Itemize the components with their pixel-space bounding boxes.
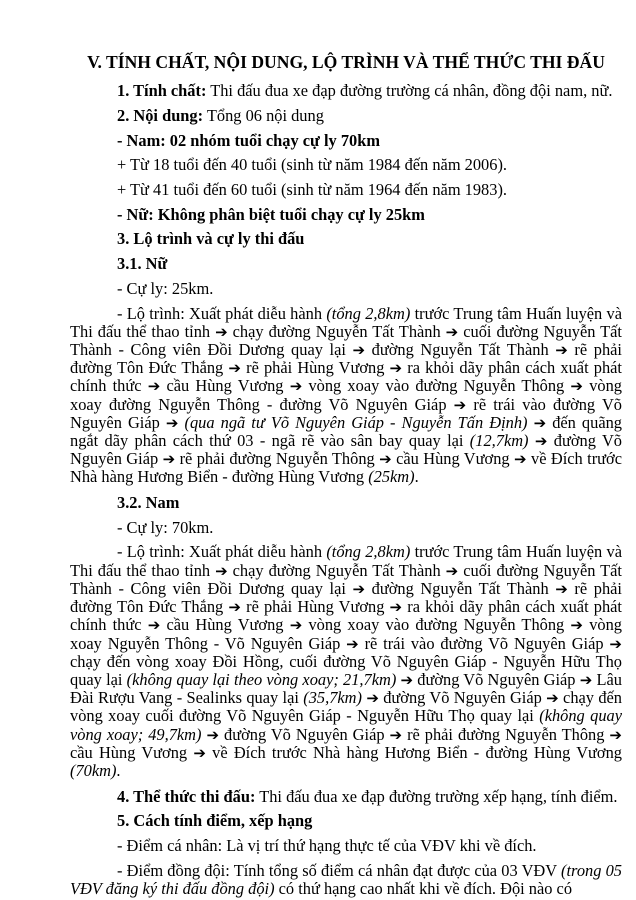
text-run: - Điểm đồng đội: Tính tổng số điểm cá nhân đạt được của 03 VĐV [117, 860, 562, 880]
paragraph-nam-cu-ly [70, 519, 622, 537]
right-arrow-icon: ➔ [147, 377, 161, 396]
text-run: 3.1. Nữ [117, 254, 168, 274]
paragraph-nu-lo-trinh [70, 305, 622, 487]
right-arrow-icon: ➔ [346, 634, 359, 653]
text-run: trước Trung tâm Huấn luyện và Thi đấu thể thao tỉnh [70, 542, 622, 580]
right-arrow-icon: ➔ [555, 340, 568, 359]
right-arrow-icon: ➔ [534, 431, 548, 450]
text-run: chạy đến vòng xoay cuối đường Võ Nguyên Giáp - Nguyễn Hữu Thọ quay lại [70, 688, 622, 726]
text-run: về Đích trước Nhà hàng Hương Biển - đường Hùng Vương [70, 449, 622, 487]
right-arrow-icon: ➔ [215, 561, 228, 580]
text-run: 5. Cách tính điểm, xếp hạng [117, 811, 313, 831]
text-run: chạy đến vòng xoay Đồi Hồng, cuối đường Võ Nguyên Giáp - Nguyễn Hữu Thọ quay lại [70, 651, 622, 689]
paragraph-nu-heading [70, 255, 622, 273]
right-arrow-icon: ➔ [206, 725, 220, 744]
text-run: . [414, 467, 419, 487]
text-run: đường Võ Nguyên Giáp [70, 430, 622, 469]
right-arrow-icon: ➔ [555, 579, 568, 598]
text-run: - Nam: 02 nhóm tuổi chạy cự ly 70km [117, 130, 380, 150]
right-arrow-icon: ➔ [514, 450, 527, 469]
text-run: đường Võ Nguyên Giáp [413, 669, 580, 689]
text-run: (trong 05 VĐV đăng ký thi đấu đồng đội) [70, 860, 623, 898]
text-run: cuối đường Nguyễn Tất Thành - Công viên Đồi Dương quay lại [70, 321, 622, 359]
text-run: rẽ trái vào đường Võ Nguyên Giáp [358, 633, 610, 653]
right-arrow-icon: ➔ [165, 413, 179, 432]
right-arrow-icon: ➔ [389, 359, 403, 378]
text-run: chạy đường Nguyễn Tất Thành [227, 560, 446, 580]
text-run: (35,7km) [303, 688, 362, 708]
text-run: về Đích trước Nhà hàng Hương Biển - đường Hùng Vương [205, 742, 622, 762]
text-run: đường Nguyễn Tất Thành [365, 578, 556, 598]
text-run: (12,7km) [469, 430, 529, 450]
text-run: - Lộ trình: Xuất phát diễu hành [117, 303, 327, 323]
document-body [70, 82, 622, 898]
text-run: (không quay lại theo vòng xoay; 21,7km) [126, 669, 397, 689]
text-run: Thi đấu đua xe đạp đường trường cá nhân, đồng đội nam, nữ. [206, 81, 613, 101]
text-run: vòng xoay đường Nguyễn Thông - đường Võ Nguyên Giáp [70, 376, 622, 414]
text-run: - Cự ly: 25km. [117, 278, 214, 298]
text-run: ra khỏi dãy phân cách xuất phát chính thức [70, 358, 622, 396]
text-run: đường Võ Nguyên Giáp [378, 688, 547, 708]
text-run: rẽ trái vào đường Võ Nguyên Giáp [70, 394, 622, 432]
right-arrow-icon: ➔ [445, 322, 459, 341]
right-arrow-icon: ➔ [215, 322, 228, 341]
right-arrow-icon: ➔ [289, 377, 303, 396]
text-run: rẽ phải đường Tôn Đức Thắng [70, 578, 622, 617]
right-arrow-icon: ➔ [228, 359, 241, 378]
text-run: cầu Hùng Vương [391, 449, 515, 469]
right-arrow-icon: ➔ [352, 340, 366, 359]
text-run: vòng xoay Nguyễn Thông - Võ Nguyên Giáp [70, 615, 622, 653]
text-run: đường Võ Nguyên Giáp [219, 724, 390, 744]
right-arrow-icon: ➔ [389, 725, 403, 744]
text-run: cuối đường Nguyễn Tất Thành - Công viên Đồi Dương quay lại [70, 560, 622, 598]
text-run: 1. Tính chất: [117, 81, 207, 101]
paragraph-nam-lo-trinh [70, 543, 622, 780]
text-run: rẽ phải đường Tôn Đức Thắng [70, 339, 622, 378]
paragraph-noi-dung [70, 107, 622, 125]
text-run: - Điểm cá nhân: Là vị trí thứ hạng thực tế của VĐV khi về đích. [117, 836, 537, 856]
paragraph-the-thuc [70, 788, 622, 806]
text-run: Tổng 06 nội dung [203, 105, 324, 125]
paragraph-nu-khong-phan-biet [70, 206, 622, 224]
paragraph-nu-cu-ly [70, 280, 622, 298]
text-run: chạy đường Nguyễn Tất Thành [227, 321, 446, 341]
paragraph-cach-tinh-diem-heading [70, 812, 622, 830]
text-run: 3.2. Nam [117, 493, 180, 513]
text-run: (70km) [70, 760, 117, 780]
right-arrow-icon: ➔ [453, 395, 467, 414]
right-arrow-icon: ➔ [379, 450, 392, 469]
right-arrow-icon: ➔ [533, 413, 547, 432]
paragraph-nhom-tuoi-18-40 [70, 156, 622, 174]
text-run: trước Trung tâm Huấn luyện và Thi đấu thể thao tỉnh [70, 303, 622, 341]
right-arrow-icon: ➔ [546, 689, 559, 708]
text-run: + Từ 18 tuổi đến 40 tuổi (sinh từ năm 1984 đến năm 2006). [117, 155, 507, 175]
right-arrow-icon: ➔ [193, 743, 206, 762]
right-arrow-icon: ➔ [445, 561, 459, 580]
paragraph-diem-dong-doi [70, 862, 622, 898]
right-arrow-icon: ➔ [352, 579, 366, 598]
right-arrow-icon: ➔ [609, 725, 622, 744]
text-run: - Cự ly: 70km. [117, 517, 214, 537]
text-run: cầu Hùng Vương [70, 742, 194, 762]
paragraph-diem-ca-nhan [70, 837, 622, 855]
paragraph-lo-trinh-heading [70, 230, 622, 248]
text-run: . [116, 760, 121, 780]
text-run: có thứ hạng cao nhất khi về đích. Đội nào có [274, 878, 573, 898]
right-arrow-icon: ➔ [228, 598, 241, 617]
right-arrow-icon: ➔ [289, 616, 303, 635]
right-arrow-icon: ➔ [389, 598, 403, 617]
text-run: cầu Hùng Vương [160, 615, 290, 635]
paragraph-tinh-chat [70, 82, 622, 100]
text-run: - Nữ: Không phân biệt tuổi chạy cự ly 25km [117, 204, 425, 224]
paragraph-nhom-tuoi-41-60 [70, 181, 622, 199]
text-run: Lâu Đài Rượu Vang - Sealinks quay lại [70, 669, 622, 708]
right-arrow-icon: ➔ [579, 670, 593, 689]
right-arrow-icon: ➔ [609, 634, 622, 653]
text-run: Thi đấu đua xe đạp đường trường xếp hạng, tính điểm. [255, 786, 618, 806]
right-arrow-icon: ➔ [570, 377, 583, 396]
text-run: vòng xoay vào đường Nguyễn Thông [302, 615, 571, 635]
text-run: (qua ngã tư Võ Nguyên Giáp - Nguyễn Tấn Định) [184, 412, 528, 432]
document-title: V. TÍNH CHẤT, NỘI DUNG, LỘ TRÌNH VÀ THỂ THỨC THI ĐẤU [87, 52, 605, 72]
text-run: rẽ phải Hùng Vương [240, 597, 390, 617]
text-run: 4. Thể thức thi đấu: [117, 786, 256, 806]
text-run: đường Nguyễn Tất Thành [365, 339, 556, 359]
right-arrow-icon: ➔ [162, 450, 176, 469]
text-run: (không quay vòng xoay; 49,7km) [70, 706, 623, 744]
text-run: (tổng 2,8km) [326, 303, 411, 323]
paragraph-nam-heading [70, 494, 622, 512]
paragraph-nam-nhom-tuoi [70, 132, 622, 150]
text-run: 3. Lộ trình và cự ly thi đấu [117, 229, 305, 249]
text-run: cầu Hùng Vương [160, 376, 290, 396]
right-arrow-icon: ➔ [400, 670, 414, 689]
right-arrow-icon: ➔ [147, 616, 161, 635]
text-run: + Từ 41 tuổi đến 60 tuổi (sinh từ năm 1964 đến năm 1983). [117, 180, 507, 200]
text-run: ra khỏi dãy phân cách xuất phát chính thức [70, 597, 622, 635]
text-run: (tổng 2,8km) [326, 542, 411, 562]
text-run: rẽ phải đường Nguyễn Thông [175, 449, 380, 469]
right-arrow-icon: ➔ [366, 689, 379, 708]
text-run: vòng xoay vào đường Nguyễn Thông [302, 376, 571, 396]
text-run: rẽ phải Hùng Vương [240, 358, 390, 378]
right-arrow-icon: ➔ [570, 616, 583, 635]
text-run: 2. Nội dung: [117, 105, 204, 125]
text-run: đến quãng ngắt dãy phân cách thứ 03 - ngã rẽ vào sân bay quay lại [70, 412, 622, 450]
text-run: (25km) [368, 467, 415, 487]
text-run: rẽ phải đường Nguyễn Thông [402, 724, 610, 744]
text-run: - Lộ trình: Xuất phát diễu hành [117, 542, 327, 562]
